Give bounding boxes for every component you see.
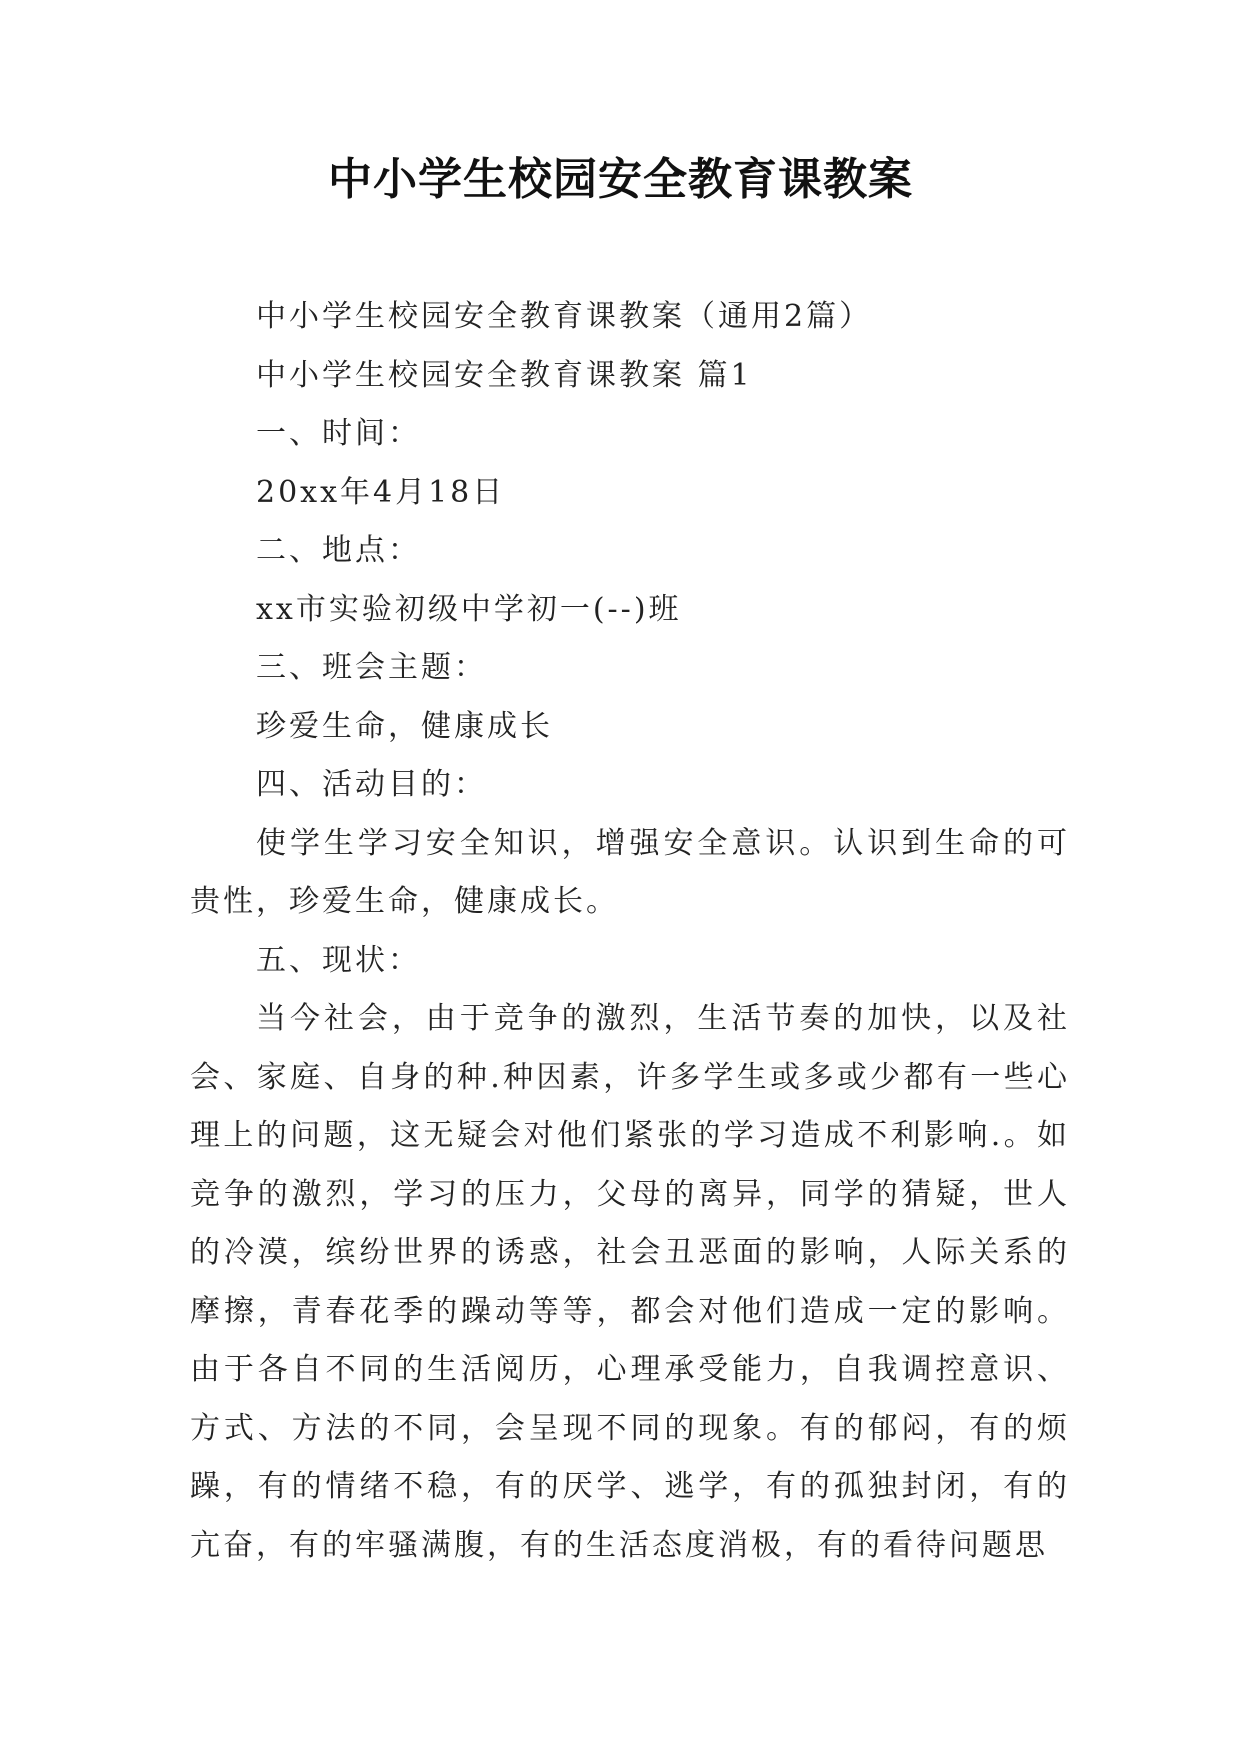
paragraph-date: 20xx年4月18日 <box>256 474 506 510</box>
paragraph-subtitle: 中小学生校园安全教育课教案（通用2篇） <box>256 299 873 334</box>
heading-theme: 三、班会主题： <box>256 650 487 685</box>
heading-location: 二、地点： <box>256 533 421 568</box>
paragraph-status: 当今社会，由于竞争的激烈，生活节奏的加快，以及社会、家庭、自身的种.种因素，许多学生或多或少都有一些心理上的问题，这无疑会对他们紧张的学习造成不利影响.。如竞争的激烈，学习的压力，父母的离异，同学的猜疑，世人的冷漠，缤纷世界的诱惑，社会丑恶面的影响，人际关系的摩擦，青春花季的躁动等等，都会对他们造成一定的影响。由于各自不同的生活阅历，心理承受能力，自我调控意识、方式、方法的不同，会呈现不同的现象。有的郁闷，有的烦躁，有的情绪不稳，有的厌学、逃学，有的孤独封闭，有的亢奋，有的牢骚满腹，有的生活态度消极，有的看待问题思 <box>190 1001 1070 1563</box>
document-title: 中小学生校园安全教育课教案 <box>328 154 913 205</box>
paragraph-purpose: 使学生学习安全知识，增强安全意识。认识到生命的可贵性，珍爱生命，健康成长。 <box>190 825 1070 919</box>
document-body <box>190 288 1070 1575</box>
paragraph-location: xx市实验初级中学初一(--)班 <box>256 591 682 627</box>
paragraph-theme: 珍爱生命，健康成长 <box>256 708 553 744</box>
paragraph-part-heading: 中小学生校园安全教育课教案 篇1 <box>256 357 753 393</box>
heading-purpose: 四、活动目的： <box>256 767 487 802</box>
heading-status: 五、现状： <box>256 942 421 978</box>
heading-time: 一、时间： <box>256 416 421 451</box>
